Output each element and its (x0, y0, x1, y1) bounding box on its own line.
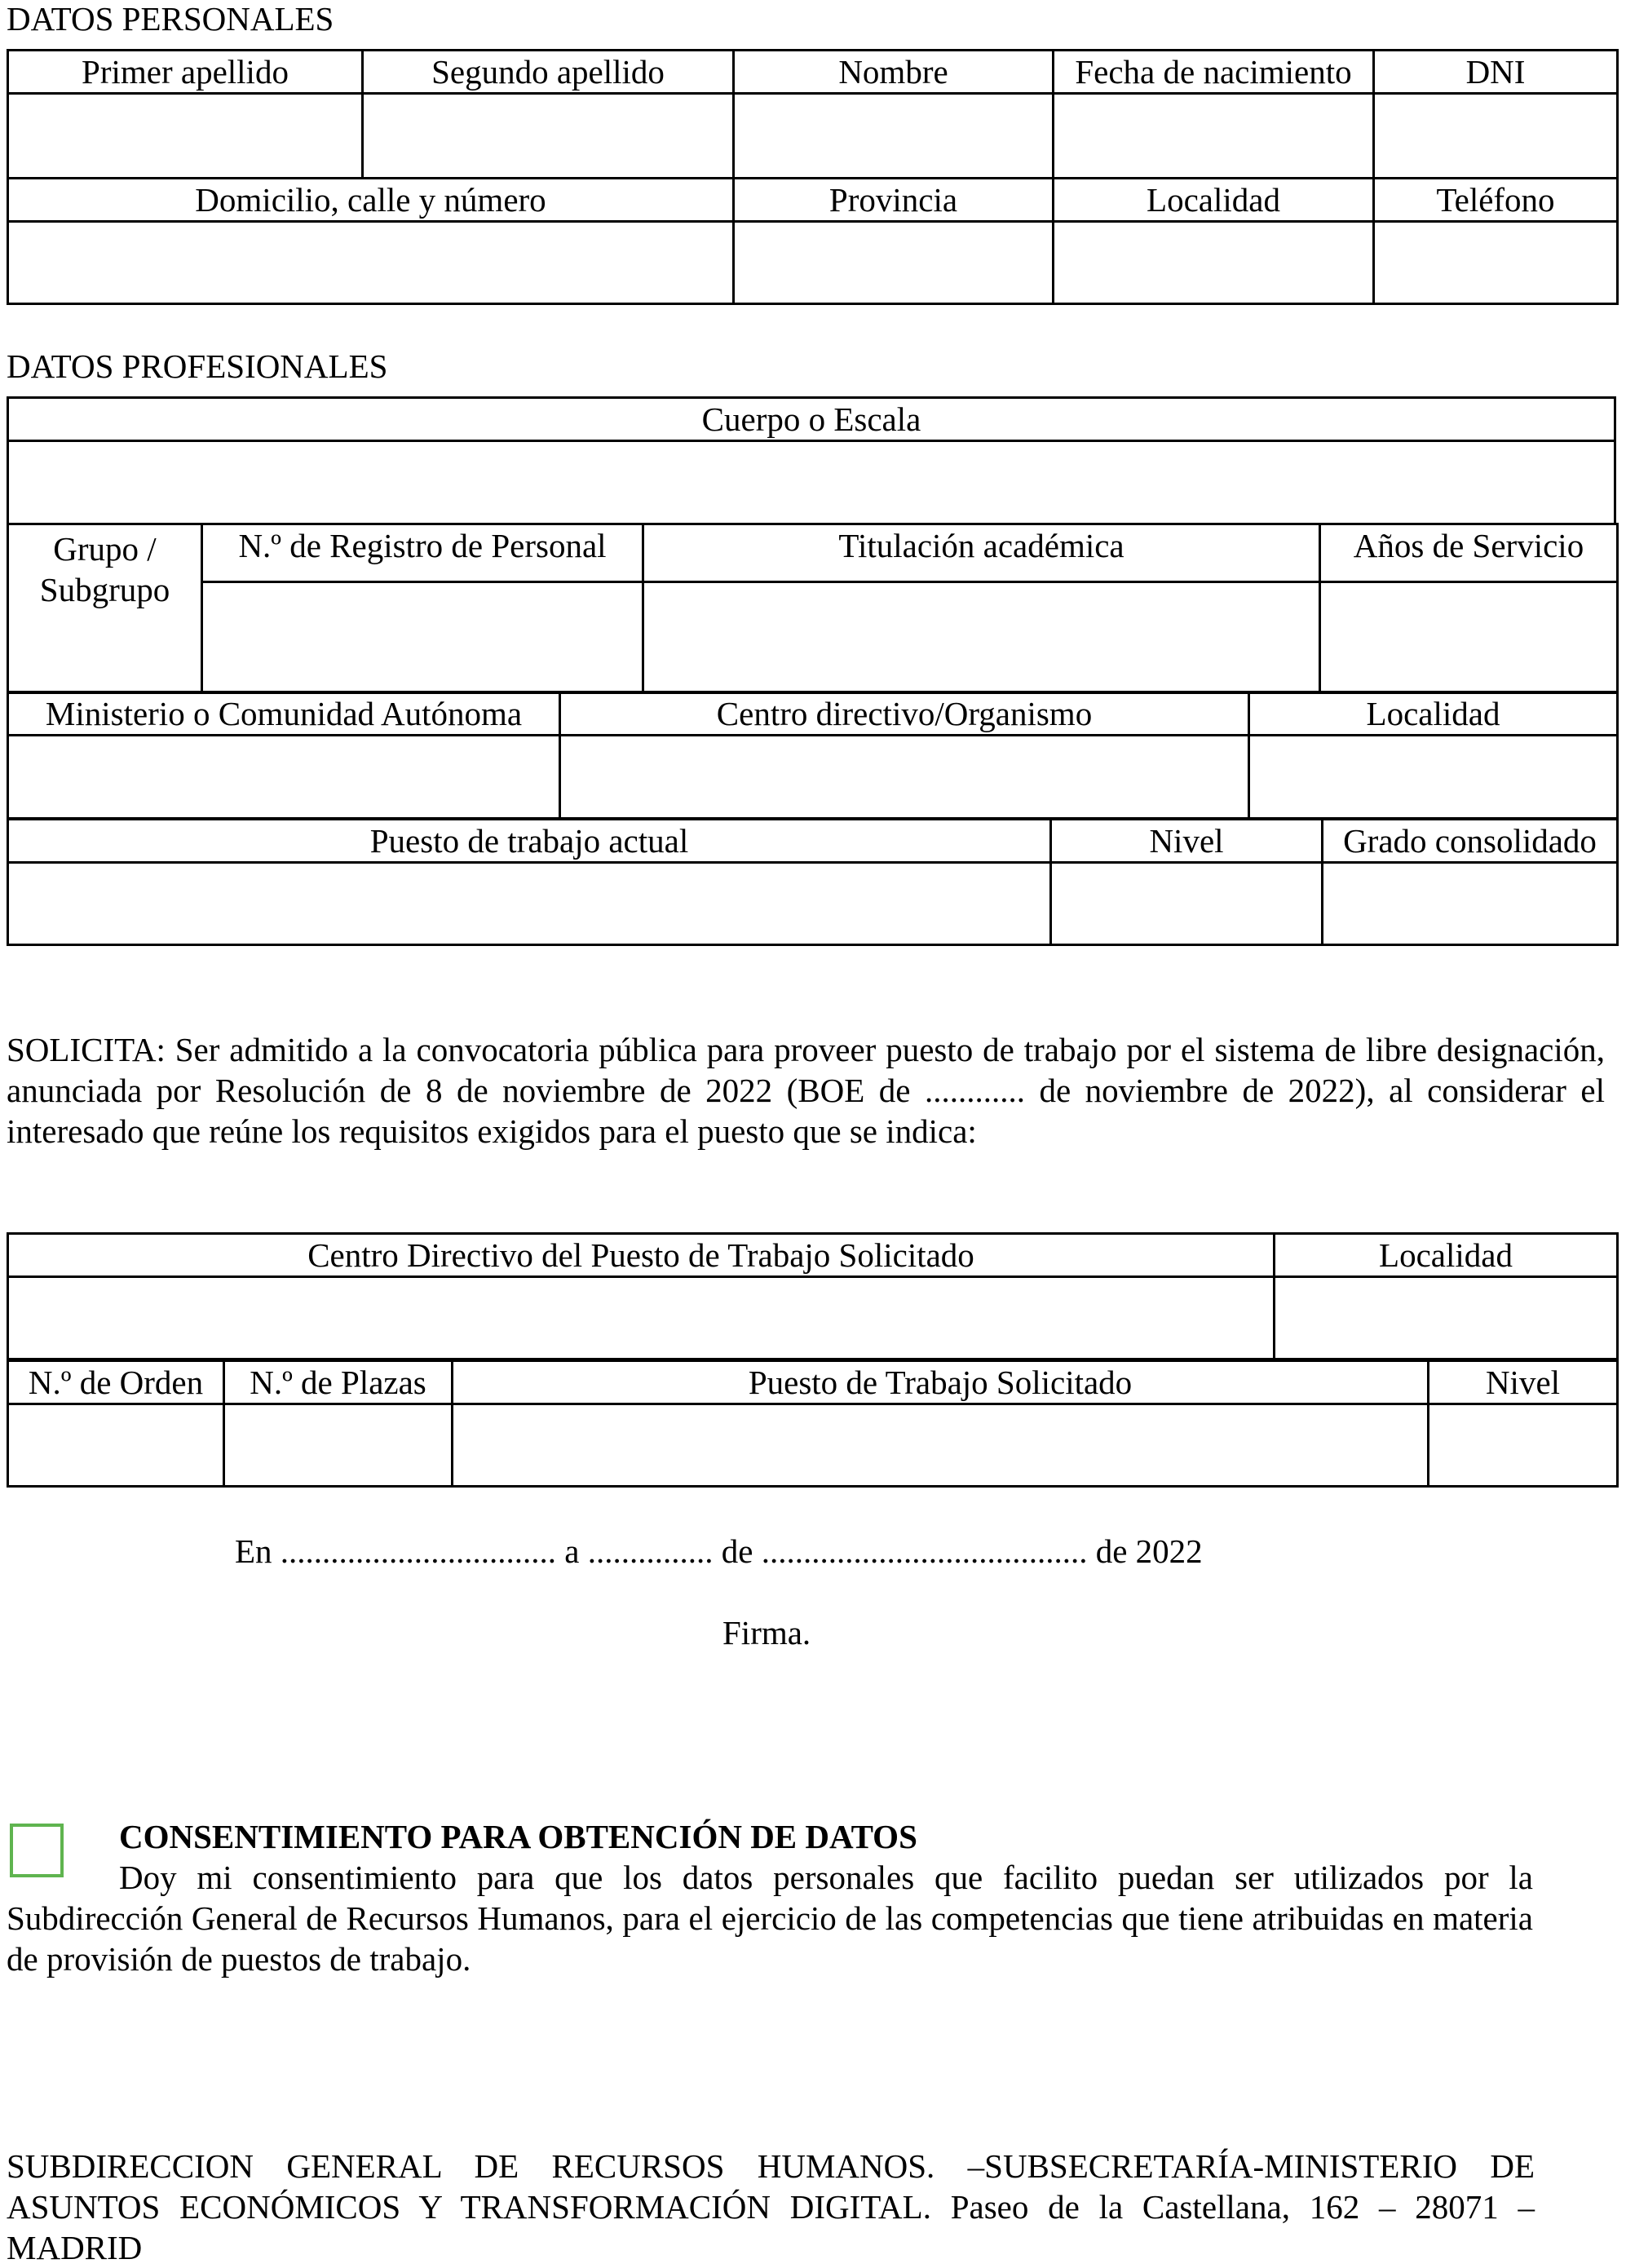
field-centro-directivo[interactable] (560, 736, 1249, 819)
signature-label: Firma. (722, 1614, 811, 1651)
consent-text: Doy mi consentimiento para que los datos personales que facilito puedan ser utilizados por la Subdirección General de Recursos Humanos, para el ejercicio de las competencias que tiene atribuidas en materia de provisión de puestos de trabajo. (7, 1859, 1533, 1978)
field-localidad-prof[interactable] (1249, 736, 1618, 819)
field-localidad-solicitado[interactable] (1275, 1277, 1618, 1359)
professional-grupo-table (7, 523, 1619, 694)
field-nivel-solicitado[interactable] (1429, 1404, 1618, 1487)
field-nivel[interactable] (1051, 863, 1323, 945)
header-grupo-subgrupo: Grupo / Subgrupo (8, 524, 202, 693)
header-puesto-actual: Puesto de trabajo actual (8, 820, 1051, 863)
header-domicilio: Domicilio, calle y número (8, 179, 734, 222)
field-provincia[interactable] (734, 222, 1054, 304)
professional-cuerpo-table (7, 396, 1616, 525)
field-dni[interactable] (1374, 94, 1618, 179)
header-anios-servicio: Años de Servicio (1320, 524, 1618, 582)
header-localidad-solicitado: Localidad (1275, 1234, 1618, 1277)
section-title-personal: DATOS PERSONALES (7, 0, 334, 38)
header-centro-solicitado: Centro Directivo del Puesto de Trabajo Solicitado (8, 1234, 1275, 1277)
field-fecha-nacimiento[interactable] (1054, 94, 1374, 179)
header-numero-plazas: N.º de Plazas (224, 1361, 453, 1404)
header-nivel-solicitado: Nivel (1429, 1361, 1618, 1404)
requested-puesto-table (7, 1359, 1619, 1488)
requested-centro-table (7, 1232, 1619, 1360)
date-line: En ................................. a ............... de ....................................... de 2022 (235, 1532, 1203, 1570)
header-numero-orden: N.º de Orden (8, 1361, 224, 1404)
field-localidad[interactable] (1054, 222, 1374, 304)
field-telefono[interactable] (1374, 222, 1618, 304)
header-registro-personal: N.º de Registro de Personal (202, 524, 643, 582)
solicita-paragraph: SOLICITA: Ser admitido a la convocatoria pública para proveer puesto de trabajo por el sistema de libre designación, anunciada por Resolución de 8 de noviembre de 2022 (BOE de ............ de noviembre de 2022), al considerar el interesado que reúne los requisitos exigidos para el puesto que se indica: (7, 1031, 1605, 1150)
field-domicilio[interactable] (8, 222, 734, 304)
field-puesto-actual[interactable] (8, 863, 1051, 945)
header-provincia: Provincia (734, 179, 1054, 222)
header-centro-directivo: Centro directivo/Organismo (560, 692, 1249, 736)
field-titulacion[interactable] (643, 582, 1320, 693)
header-puesto-solicitado: Puesto de Trabajo Solicitado (453, 1361, 1429, 1404)
consent-title: CONSENTIMIENTO PARA OBTENCIÓN DE DATOS (119, 1818, 917, 1855)
footer-address: SUBDIRECCION GENERAL DE RECURSOS HUMANOS. –SUBSECRETARÍA-MINISTERIO DE ASUNTOS ECONÓMICOS Y TRANSFORMACIÓN DIGITAL. Paseo de la Castellana, 162 – 28071 – MADRID (7, 2147, 1535, 2266)
header-cuerpo-escala: Cuerpo o Escala (8, 398, 1615, 441)
field-anios-servicio[interactable] (1320, 582, 1618, 693)
field-segundo-apellido[interactable] (363, 94, 734, 179)
header-nivel: Nivel (1051, 820, 1323, 863)
professional-puesto-table (7, 818, 1619, 946)
field-grado-consolidado[interactable] (1323, 863, 1618, 945)
header-dni: DNI (1374, 51, 1618, 94)
header-ministerio: Ministerio o Comunidad Autónoma (8, 692, 560, 736)
header-titulacion: Titulación académica (643, 524, 1320, 582)
field-centro-solicitado[interactable] (8, 1277, 1275, 1359)
field-nombre[interactable] (734, 94, 1054, 179)
field-puesto-solicitado[interactable] (453, 1404, 1429, 1487)
professional-ministerio-table (7, 691, 1619, 820)
section-title-professional: DATOS PROFESIONALES (7, 347, 388, 385)
field-registro-personal[interactable] (202, 582, 643, 693)
field-numero-orden[interactable] (8, 1404, 224, 1487)
field-ministerio[interactable] (8, 736, 560, 819)
field-cuerpo-escala[interactable] (8, 441, 1615, 524)
header-nombre: Nombre (734, 51, 1054, 94)
field-numero-plazas[interactable] (224, 1404, 453, 1487)
header-primer-apellido: Primer apellido (8, 51, 363, 94)
field-primer-apellido[interactable] (8, 94, 363, 179)
header-grado-consolidado: Grado consolidado (1323, 820, 1618, 863)
personal-data-table (7, 49, 1619, 305)
header-localidad: Localidad (1054, 179, 1374, 222)
header-localidad-prof: Localidad (1249, 692, 1618, 736)
header-fecha-nacimiento: Fecha de nacimiento (1054, 51, 1374, 94)
header-segundo-apellido: Segundo apellido (363, 51, 734, 94)
header-telefono: Teléfono (1374, 179, 1618, 222)
